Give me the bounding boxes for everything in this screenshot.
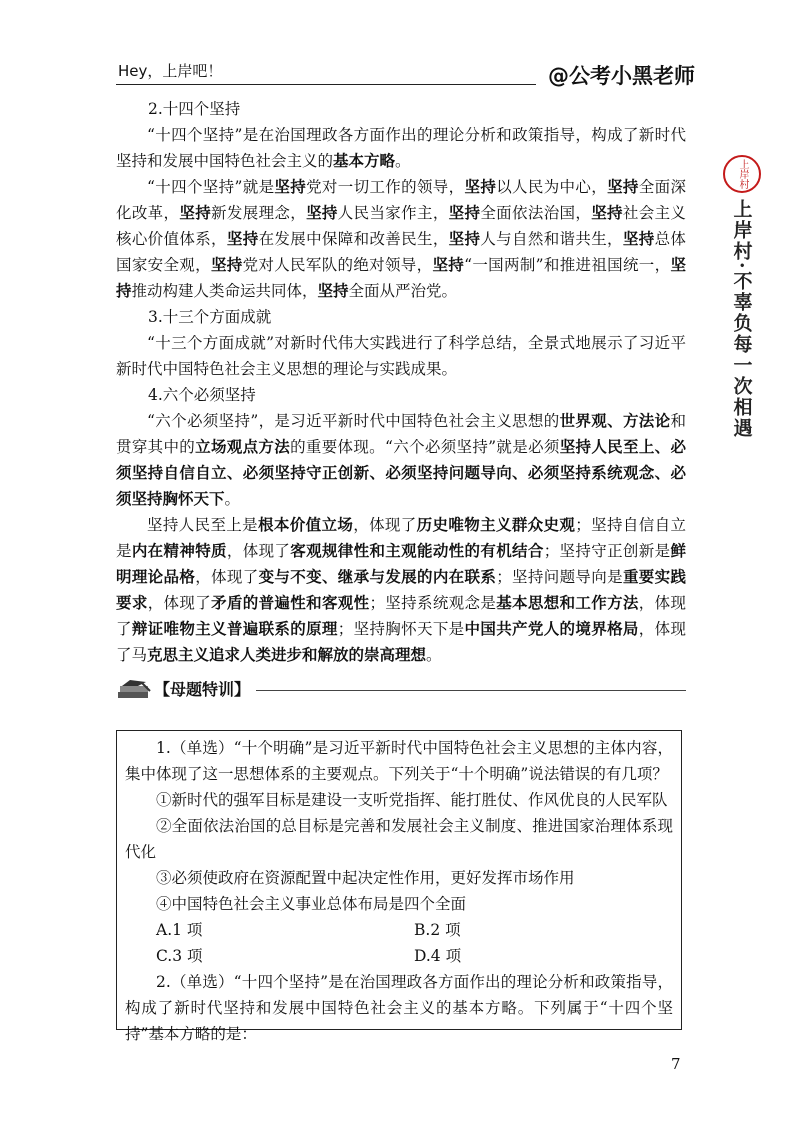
practice-heading bbox=[116, 676, 686, 704]
header-author: @公考小黑老师 bbox=[548, 64, 695, 88]
text-run: ，体现了 bbox=[116, 594, 686, 638]
text-run: ，体现了 bbox=[226, 542, 291, 560]
q1-statement-2: ②全面依法治国的总目标是完善和发展社会主义制度、推进国家治理体系现代化 bbox=[125, 817, 673, 861]
bold-text: 坚持 bbox=[226, 229, 259, 248]
text-run: “十三个方面成就”对新时代伟大实践进行了科学总结，全景式地展示了习近平新时代中国特色社会主义思想的理论与实践成果。 bbox=[116, 334, 686, 378]
text-run: 坚持人民至上是 bbox=[147, 516, 259, 534]
paragraph-13 bbox=[116, 330, 686, 382]
bold-text: 克思主义追求人类进步和解放的崇高理想 bbox=[147, 645, 427, 664]
section-title-14: 2.十四个坚持 bbox=[148, 100, 241, 118]
bold-text: 坚持 bbox=[317, 281, 349, 300]
bold-text: 坚持 bbox=[448, 229, 481, 248]
text-run: 。 bbox=[224, 490, 241, 508]
bold-text: 坚持 bbox=[274, 177, 307, 196]
bold-text: 立场观点方法 bbox=[195, 437, 291, 456]
q1-options-row-1 bbox=[125, 917, 673, 943]
q1-statement-1: ①新时代的强军目标是建设一支听党指挥、能打胜仗、作风优良的人民军队 bbox=[156, 791, 668, 809]
text-run: “十四个坚持”就是 bbox=[147, 178, 275, 196]
question-box bbox=[116, 730, 682, 1043]
text-run: 的重要体现。“六个必须坚持”就是必须 bbox=[290, 438, 560, 456]
text-run: ；坚持胸怀天下是 bbox=[337, 620, 465, 638]
q1-option-c[interactable]: C.3 项 bbox=[156, 947, 203, 965]
bold-text: 坚持 bbox=[464, 177, 497, 196]
text-run: ；坚持守正创新是 bbox=[543, 542, 671, 560]
bold-text: 内在精神特质 bbox=[131, 541, 227, 560]
q1-statement-3: ③必须使政府在资源配置中起决定性作用，更好发挥市场作用 bbox=[156, 869, 575, 887]
main-content bbox=[116, 96, 686, 704]
header-left-text: Hey，上岸吧！ bbox=[118, 62, 223, 80]
bold-text: 坚持 bbox=[432, 255, 465, 274]
text-run: 。 bbox=[426, 646, 442, 664]
bold-text: 坚持 bbox=[179, 203, 212, 222]
bold-text: 坚持 bbox=[448, 203, 481, 222]
text-run: ，体现了马 bbox=[116, 620, 686, 664]
book-icon bbox=[116, 679, 152, 701]
bold-text: 矛盾的普遍性和客观性 bbox=[211, 593, 370, 612]
text-run: 全面从严治党。 bbox=[348, 282, 458, 300]
text-run: ；坚持问题导向是 bbox=[496, 568, 623, 586]
q1-option-d[interactable]: D.4 项 bbox=[414, 947, 462, 965]
text-run: 在发展中保障和改善民生， bbox=[258, 230, 449, 248]
bold-text: 重要实践要求 bbox=[116, 567, 686, 612]
text-run: ；坚持系统观念是 bbox=[369, 594, 497, 612]
text-run: 人与自然和谐共生， bbox=[480, 230, 623, 248]
paragraph-14-definition bbox=[116, 122, 686, 174]
bold-text: 中国共产党人的境界格局 bbox=[464, 619, 639, 638]
paragraph-6-detail bbox=[116, 512, 686, 668]
q1-options-row-2 bbox=[125, 943, 673, 969]
q1-option-b[interactable]: B.2 项 bbox=[414, 921, 461, 939]
practice-title: 【母题特训】 bbox=[154, 680, 251, 699]
q1-statement-4: ④中国特色社会主义事业总体布局是四个全面 bbox=[156, 895, 467, 913]
text-run: 。 bbox=[395, 152, 411, 170]
text-run: ，体现了 bbox=[353, 516, 417, 534]
bold-text: 世界观、方法论 bbox=[559, 411, 671, 430]
bold-text: 辩证唯物主义普遍联系的原理 bbox=[131, 619, 338, 638]
paragraph-14-list bbox=[116, 174, 686, 304]
bold-text: 坚持 bbox=[607, 177, 639, 196]
side-slogan: 上岸村·不辜负每一次相遇 bbox=[730, 199, 753, 439]
text-run: 社会主义核心价值体系， bbox=[116, 204, 686, 248]
text-run: 人民当家作主， bbox=[337, 204, 449, 222]
bold-text: 坚持 bbox=[591, 203, 623, 222]
text-run: 全面依法治国， bbox=[480, 204, 592, 222]
text-run: “一国两制”和推进祖国统一， bbox=[464, 256, 671, 274]
text-run: 和贯穿其中的 bbox=[116, 412, 686, 456]
bold-text: 历史唯物主义群众史观 bbox=[416, 515, 576, 534]
section-title-6: 4.六个必须坚持 bbox=[148, 386, 256, 404]
text-run: 总体国家安全观， bbox=[116, 230, 686, 274]
bold-text: 客观规律性和主观能动性的有机结合 bbox=[290, 541, 544, 560]
text-run: 新发展理念， bbox=[211, 204, 307, 222]
bold-text: 根本价值立场 bbox=[258, 515, 354, 534]
bold-text: 坚持 bbox=[306, 203, 338, 222]
bold-text: 鲜明理论品格 bbox=[116, 541, 686, 586]
bold-text: 坚持 bbox=[116, 255, 686, 300]
q2-stem: 2.（单选）“十四个坚持”是在治国理政各方面作出的理论分析和政策指导，构成了新时代坚持和发展中国特色社会主义的基本方略。下列属于“十四个坚持”基本方略的是： bbox=[125, 973, 673, 1043]
text-run: “十四个坚持”是在治国理政各方面作出的理论分析和政策指导，构成了新时代坚持和发展中国特色社会主义的 bbox=[116, 126, 686, 170]
text-run: 党对人民军队的绝对领导， bbox=[242, 256, 433, 274]
text-run: “六个必须坚持”，是习近平新时代中国特色社会主义思想的 bbox=[147, 412, 560, 430]
text-run: 党对一切工作的领导， bbox=[306, 178, 465, 196]
text-run: ，体现了 bbox=[147, 594, 212, 612]
page-number: 7 bbox=[671, 1055, 681, 1073]
text-run: ，体现了 bbox=[195, 568, 259, 586]
text-run: 推动构建人类命运共同体， bbox=[131, 282, 318, 300]
text-run: 以人民为中心， bbox=[496, 178, 608, 196]
text-run: ；坚持自信自立是 bbox=[116, 516, 686, 560]
side-badge bbox=[722, 155, 762, 439]
paragraph-6-definition bbox=[116, 408, 686, 512]
bold-text: 基本方略 bbox=[333, 151, 396, 170]
bold-text: 坚持 bbox=[622, 229, 655, 248]
seal-logo: 上岸村 bbox=[723, 155, 761, 193]
bold-text: 变与不变、继承与发展的内在联系 bbox=[258, 567, 497, 586]
bold-text: 坚持 bbox=[210, 255, 243, 274]
q1-stem: 1.（单选）“十个明确”是习近平新时代中国特色社会主义思想的主体内容，集中体现了这一思想体系的主要观点。下列关于“十个明确”说法错误的有几项？ bbox=[125, 739, 673, 783]
bold-text: 坚持人民至上、必须坚持自信自立、必须坚持守正创新、必须坚持问题导向、必须坚持系统观念、必须坚持胸怀天下 bbox=[116, 437, 686, 508]
text-run: 全面深化改革， bbox=[116, 178, 686, 222]
practice-rule bbox=[256, 690, 686, 691]
bold-text: 基本思想和工作方法 bbox=[496, 593, 639, 612]
section-title-13: 3.十三个方面成就 bbox=[148, 308, 272, 326]
header-rule bbox=[116, 84, 536, 85]
q1-option-a[interactable]: A.1 项 bbox=[156, 921, 203, 939]
